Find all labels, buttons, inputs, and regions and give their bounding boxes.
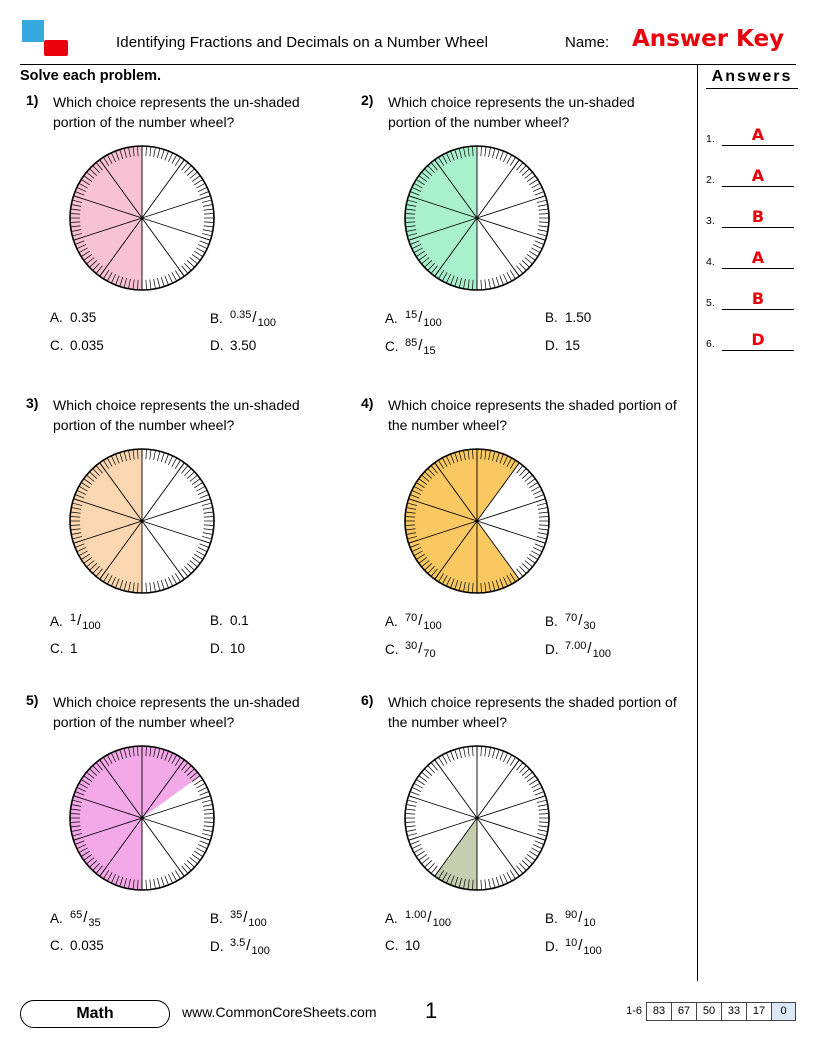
choice-option[interactable] [385, 310, 442, 327]
choice-letter: D. [545, 642, 559, 657]
choice-letter: B. [545, 614, 558, 629]
fraction-value: $^{3.5}/_{100}$ [230, 937, 270, 957]
answer-line [722, 309, 794, 310]
score-range: 1-6 [626, 1005, 642, 1017]
choice-letter: C. [50, 938, 64, 953]
choice-option[interactable] [210, 338, 256, 353]
answer-line [722, 268, 794, 269]
answer-row [706, 112, 794, 146]
choice-letter: C. [385, 938, 399, 953]
choice-value: 0.1 [230, 613, 249, 628]
answer-value: A [751, 248, 765, 267]
choice-option[interactable] [385, 641, 436, 658]
choice-option[interactable] [50, 938, 104, 953]
fraction-value: $^{70}/_{100}$ [405, 612, 442, 632]
answer-number: 2. [706, 174, 715, 186]
problem-number: 3) [26, 395, 39, 411]
number-wheel-figure [397, 738, 557, 898]
choice-value: 10 [405, 938, 421, 953]
answer-value: B [751, 207, 765, 226]
choice-letter: A. [50, 310, 63, 325]
number-wheel-figure [62, 138, 222, 298]
answer-number: 6. [706, 338, 715, 350]
choice-option[interactable] [210, 613, 249, 628]
choice-value: 3.50 [230, 338, 257, 353]
answer-row [706, 235, 794, 269]
choice-option[interactable] [210, 641, 245, 656]
choice-option[interactable] [50, 641, 78, 656]
choice-letter: B. [210, 613, 223, 628]
answer-number: 4. [706, 256, 715, 268]
fraction-value: $^{90}/_{10}$ [565, 909, 596, 929]
choice-letter: D. [545, 939, 559, 954]
answer-row [706, 276, 794, 310]
choice-letter: A. [385, 614, 398, 629]
header-divider [20, 64, 796, 65]
page-footer [20, 1000, 796, 1034]
choice-letter: B. [210, 911, 223, 926]
choice-option[interactable] [545, 910, 596, 927]
answer-key-label: Answer Key [632, 26, 785, 52]
answer-value: A [751, 125, 765, 144]
number-wheel-figure [62, 738, 222, 898]
choice-option[interactable] [545, 641, 611, 658]
problem-row [20, 692, 690, 982]
answer-row [706, 194, 794, 228]
choice-letter: A. [385, 911, 398, 926]
choice-value: 0.35 [70, 310, 97, 325]
fraction-value: $^1/_{100}$ [70, 612, 101, 632]
choice-option[interactable] [545, 613, 596, 630]
choice-value: 0.035 [70, 938, 104, 953]
problem-number: 2) [361, 92, 374, 108]
answer-value: A [751, 166, 765, 185]
choice-option[interactable] [210, 938, 270, 955]
problem-text: Which choice represents the un-shaded portion of the number wheel? [53, 397, 300, 433]
choice-letter: D. [545, 338, 559, 353]
score-cell: 50 [696, 1002, 721, 1021]
answer-line [722, 186, 794, 187]
number-wheel-figure [62, 441, 222, 601]
problem-text: Which choice represents the un-shaded portion of the number wheel? [53, 94, 300, 130]
choice-value: 10 [230, 641, 246, 656]
answer-number: 3. [706, 215, 715, 227]
choice-option[interactable] [385, 613, 442, 630]
choice-letter: A. [50, 911, 63, 926]
problem-number: 1) [26, 92, 39, 108]
choice-letter: D. [210, 939, 224, 954]
answer-value: B [751, 289, 765, 308]
fraction-value: $^{35}/_{100}$ [230, 909, 267, 929]
fraction-value: $^{85}/_{15}$ [405, 337, 436, 357]
choice-letter: B. [545, 911, 558, 926]
problem-number: 5) [26, 692, 39, 708]
choice-option[interactable] [545, 338, 580, 353]
fraction-value: $^{30}/_{70}$ [405, 640, 436, 660]
name-label: Name: [565, 34, 610, 51]
choice-option[interactable] [50, 613, 101, 630]
choice-option[interactable] [210, 910, 267, 927]
instruction-text: Solve each problem. [20, 68, 162, 84]
choice-letter: B. [210, 311, 223, 326]
fraction-value: $^{1.00}/_{100}$ [405, 909, 451, 929]
choice-option[interactable] [50, 910, 101, 927]
choice-letter: D. [210, 338, 224, 353]
problem-text: Which choice represents the shaded portion of the number wheel? [388, 397, 677, 433]
answer-row [706, 153, 794, 187]
answer-value: D [751, 330, 765, 349]
problem-row [20, 92, 690, 382]
score-scale [622, 1002, 796, 1021]
logo-icon [20, 18, 76, 64]
score-cell: 17 [746, 1002, 771, 1021]
choice-option[interactable] [50, 338, 104, 353]
fraction-value: $^{65}/_{35}$ [70, 909, 101, 929]
choice-option[interactable] [210, 310, 276, 327]
answer-row [706, 317, 794, 351]
problem-text: Which choice represents the un-shaded portion of the number wheel? [53, 694, 300, 730]
fraction-value: $^{15}/_{100}$ [405, 309, 442, 329]
problem-text: Which choice represents the un-shaded portion of the number wheel? [388, 94, 635, 130]
choice-option[interactable] [385, 938, 420, 953]
choice-option[interactable] [50, 310, 96, 325]
page-header [20, 18, 796, 62]
answer-line [722, 227, 794, 228]
choice-option[interactable] [545, 938, 602, 955]
choice-option[interactable] [385, 910, 451, 927]
score-cell: 33 [721, 1002, 746, 1021]
choice-value: 15 [565, 338, 581, 353]
problem-text: Which choice represents the shaded portion of the number wheel? [388, 694, 677, 730]
choice-option[interactable] [545, 310, 591, 325]
answer-number: 1. [706, 133, 715, 145]
choice-letter: C. [385, 339, 399, 354]
answers-heading: Answers [706, 68, 798, 89]
choice-value: 0.035 [70, 338, 104, 353]
choice-letter: A. [50, 614, 63, 629]
choice-letter: C. [50, 641, 64, 656]
fraction-value: $^{70}/_{30}$ [565, 612, 596, 632]
fraction-value: $^{7.00}/_{100}$ [565, 640, 611, 660]
choice-letter: C. [50, 338, 64, 353]
problem-number: 4) [361, 395, 374, 411]
problem-number: 6) [361, 692, 374, 708]
choice-letter: C. [385, 642, 399, 657]
number-wheel-figure [397, 138, 557, 298]
page-title: Identifying Fractions and Decimals on a Number Wheel [116, 34, 489, 51]
score-cell: 83 [646, 1002, 671, 1021]
choice-option[interactable] [385, 338, 436, 355]
number-wheel-figure [397, 441, 557, 601]
fraction-value: $^{0.35}/_{100}$ [230, 309, 276, 329]
fraction-value: $^{10}/_{100}$ [565, 937, 602, 957]
problem-row [20, 395, 690, 685]
answer-line [722, 350, 794, 351]
subject-badge: Math [20, 1000, 170, 1028]
answer-line [722, 145, 794, 146]
page-number: 1 [425, 998, 438, 1023]
answers-divider [697, 64, 698, 981]
answer-number: 5. [706, 297, 715, 309]
choice-letter: D. [210, 641, 224, 656]
choice-value: 1 [70, 641, 78, 656]
choice-letter: A. [385, 311, 398, 326]
score-cell: 67 [671, 1002, 696, 1021]
choice-letter: B. [545, 310, 558, 325]
website-url: www.CommonCoreSheets.com [182, 1004, 377, 1020]
score-cell: 0 [771, 1002, 796, 1021]
choice-value: 1.50 [565, 310, 592, 325]
